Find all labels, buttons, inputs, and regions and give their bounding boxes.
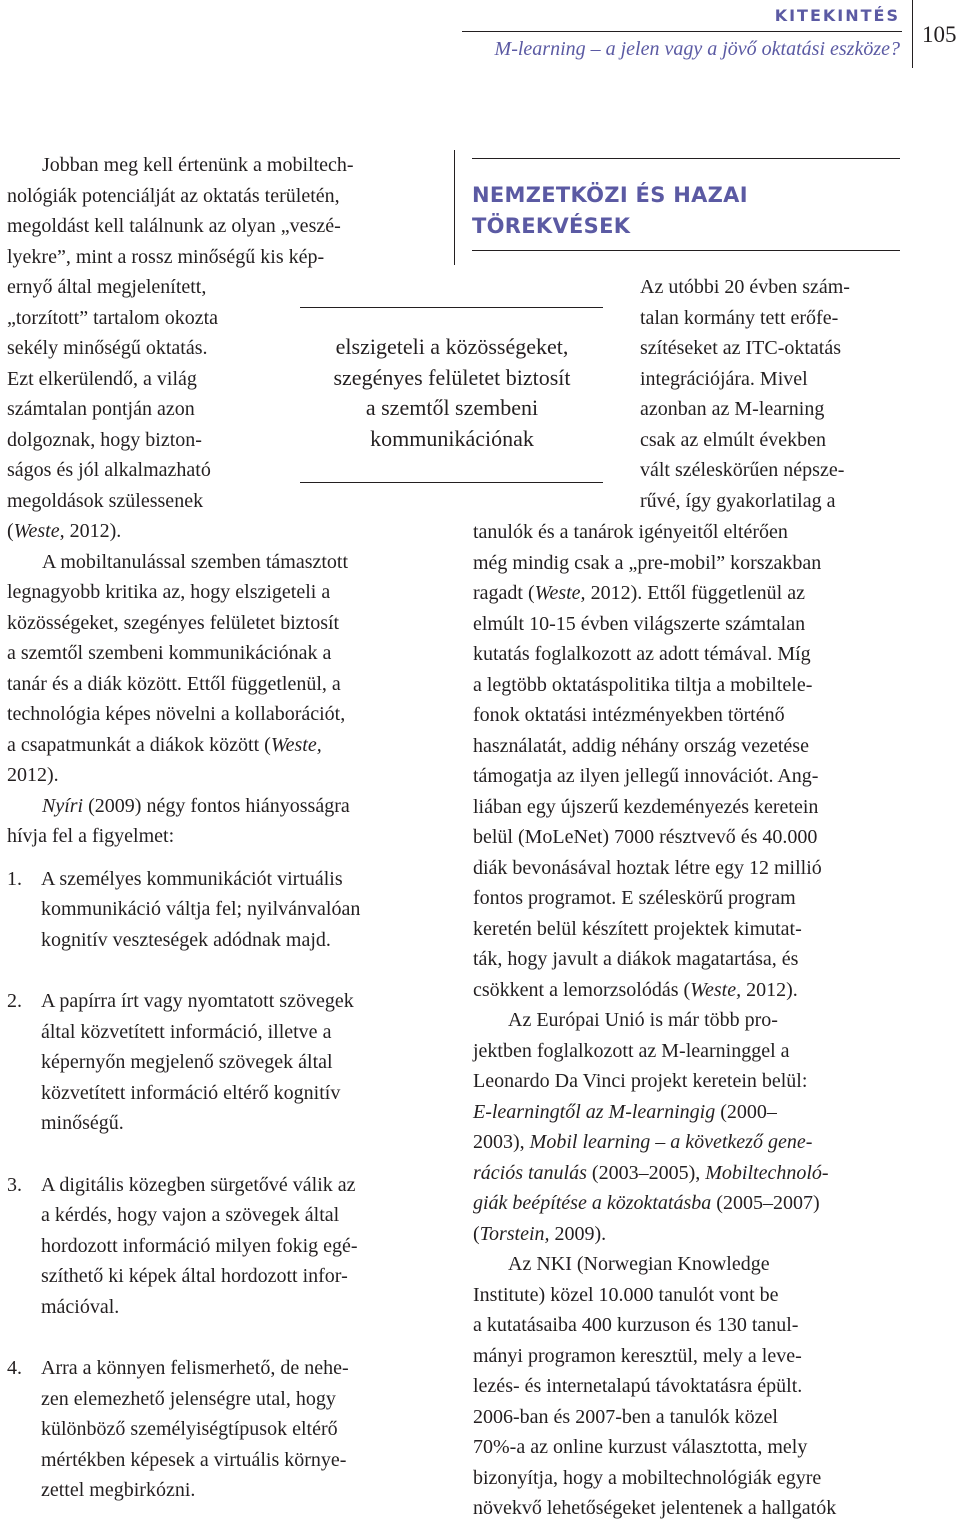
text-line: 2006-ban és 2007-ben a tanulók közel: [473, 1405, 778, 1428]
text-line: „torzított” tartalom okozta: [7, 306, 219, 329]
text-line: zen elemezhető jelenségre utal, hogy: [41, 1387, 336, 1410]
text-line: kommunikáció váltja fel; nyilvánvalóan: [41, 898, 361, 920]
list-number: 1.: [7, 867, 22, 890]
text-line: mértékben képesek a virtuális környe-: [41, 1448, 347, 1471]
text-fragment: 2009).: [549, 1222, 607, 1245]
text-line: kutatás foglalkozott az adott témával. Míg: [473, 643, 811, 665]
right-column-main: [473, 517, 913, 1524]
text-line: zettel megbirkózni.: [41, 1479, 196, 1501]
project-title: giák beépítése a közoktatásba: [473, 1192, 712, 1214]
text-line: közvetített információ eltérő kognitív: [41, 1081, 341, 1104]
pullquote-line: elszigeteli a közösségeket,: [335, 334, 569, 359]
text-line: elmúlt 10-15 évben világszerte számtalan: [473, 612, 806, 635]
page-number: 105: [922, 22, 957, 47]
text-line: képernyőn megjelenő szövegek által: [41, 1051, 333, 1073]
text-line: Az NKI (Norwegian Knowledge: [508, 1253, 770, 1275]
project-title: rációs tanulás: [473, 1161, 587, 1184]
text-line: fontos programot. E széleskörű program: [473, 887, 796, 909]
text-line: legnagyobb kritika az, hogy elszigeteli a: [7, 581, 331, 603]
text-fragment: 2012). Ettől függetlenül az: [585, 582, 805, 604]
text-line: mációval.: [41, 1295, 120, 1318]
text-line: [473, 578, 913, 609]
author-name: Nyíri: [42, 794, 84, 817]
text-line: Institute) közel 10.000 tanulót vont be: [473, 1283, 779, 1306]
citation-year: 2012).: [64, 520, 122, 542]
text-line: hívja fel a figyelmet:: [7, 825, 175, 847]
pullquote-rule-top: [300, 307, 603, 308]
text-line: A mobiltanulással szemben támasztott: [42, 550, 349, 573]
section-rule-bottom: [472, 250, 900, 251]
text-line: különböző személyiségtípusok eltérő: [41, 1418, 338, 1440]
citation-author: Weste,: [13, 520, 65, 542]
text-line: [473, 1097, 913, 1128]
text-line: [7, 730, 432, 761]
right-column-top: [640, 272, 900, 516]
section-heading-line: NEMZETKÖZI ÉS HAZAI: [472, 183, 748, 207]
list-item: [7, 1353, 432, 1506]
text-line: sekély minőségű oktatás.: [7, 337, 208, 359]
text-fragment: (2000–: [715, 1100, 777, 1123]
list-number: 4.: [7, 1357, 22, 1379]
text-line: fonok oktatási intézményekben történő: [473, 704, 785, 726]
text-line: [473, 1127, 913, 1158]
header-divider: [912, 0, 913, 68]
pullquote-line: kommunikációnak: [370, 425, 534, 451]
text-line: [7, 791, 432, 822]
project-title: Mobil learning – a következő gene-: [529, 1131, 813, 1153]
pullquote-rule-bottom: [300, 482, 603, 483]
text-line: mányi programon keresztül, mely a leve-: [473, 1344, 802, 1367]
citation: (Weste, 2012).: [7, 520, 122, 542]
text-line: Az Európai Unió is már több pro-: [508, 1009, 778, 1031]
text-line: a szemtől szembeni kommunikációnak a: [7, 642, 332, 664]
text-line: a kutatásaiba 400 kurzuson és 130 tanul-: [473, 1314, 799, 1336]
text-line: tanár és a diák között. Ettől függetlenül, a: [7, 672, 341, 695]
text-line: 70%-a az online kurzust választotta, mely: [473, 1436, 808, 1458]
text-line: keretén belül készített projektek kimutat-: [473, 917, 802, 940]
project-title: Mobiltechnoló-: [705, 1161, 829, 1184]
text-line: Az utóbbi 20 évben szám-: [640, 276, 850, 298]
list-item: [7, 1170, 432, 1323]
text-fragment: a csapatmunkát a diákok között (: [7, 733, 271, 756]
section-rule-top: [472, 158, 900, 159]
text-line: rűvé, így gyakorlatilag a: [640, 489, 836, 512]
text-line: szítéseket az ITC-oktatás: [640, 337, 842, 359]
text-line: által közvetített információ, illetve a: [41, 1020, 332, 1043]
text-fragment: 2012).: [741, 978, 798, 1001]
text-line: közösségeket, szegényes felületet biztosít: [7, 611, 340, 634]
text-fragment: (2003–2005),: [586, 1161, 706, 1184]
text-fragment: csökkent a lemorzsolódás (: [473, 978, 691, 1001]
text-line: belül (MoLeNet) 7000 résztvevő és 40.000: [473, 826, 818, 848]
text-line: támogatja az ilyen jellegű innovációt. Ang-: [473, 765, 819, 787]
text-line: hordozott információ milyen fokig egé-: [41, 1234, 358, 1257]
column-divider: [454, 150, 455, 265]
pullquote-line: szegényes felületet biztosít: [333, 364, 571, 390]
citation-year: 2012).: [7, 764, 59, 786]
pullquote: [300, 332, 604, 454]
text-line: növekvő lehetőségeket jelentenek a hallgatók: [473, 1497, 837, 1519]
citation-author: Weste,: [534, 582, 586, 604]
text-line: liában egy újszerű kezdeményezés keretein: [473, 795, 819, 818]
text-line: A papírra írt vagy nyomtatott szövegek: [41, 990, 354, 1012]
text-fragment: 2003),: [473, 1131, 530, 1153]
project-title: E-learningtől az M-learningig: [473, 1100, 716, 1123]
text-line: ságos és jól alkalmazható: [7, 459, 211, 481]
text-line: jektben foglalkozott az M-learninggel a: [473, 1039, 790, 1062]
pullquote-line: a szemtől szembeni: [365, 395, 539, 420]
text-fragment: (2009) négy fontos hiányosságra: [83, 794, 350, 817]
section-heading: [472, 180, 748, 242]
text-line: megoldást kell találnunk az olyan „veszé-: [7, 215, 341, 237]
text-line: minőségű.: [41, 1112, 124, 1134]
text-line: számtalan pontján azon: [7, 398, 195, 420]
text-line: nológiák potenciálját az oktatás területén,: [7, 184, 340, 207]
text-line: szíthető ki képek által hordozott infor-: [41, 1265, 348, 1287]
text-line: ernyő által megjelenített,: [7, 276, 207, 298]
text-line: technológia képes növelni a kollaborációt,: [7, 703, 346, 725]
citation-author: Weste,: [270, 733, 322, 756]
citation-author: Weste,: [690, 978, 742, 1001]
list-number: 3.: [7, 1173, 22, 1196]
text-line: dolgoznak, hogy bizton-: [7, 428, 202, 451]
list-number: 2.: [7, 990, 22, 1012]
text-line: vált széleskörűen népsze-: [640, 459, 845, 481]
text-line: lyekre”, mint a rossz minőségű kis kép-: [7, 245, 325, 268]
text-line: még mindig csak a „pre-mobil” korszakban: [473, 551, 822, 574]
text-line: csak az elmúlt években: [640, 428, 827, 451]
text-line: talan kormány tett erőfe-: [640, 306, 839, 329]
text-fragment: (: [473, 1222, 480, 1245]
list-item: [7, 864, 432, 956]
text-line: ták, hogy javult a diákok magatartása, és: [473, 948, 799, 970]
text-line: lezés- és internetalapú távoktatásra épült.: [473, 1375, 803, 1397]
text-line: Ezt elkerülendő, a világ: [7, 367, 197, 390]
text-line: a legtöbb oktatáspolitika tiltja a mobiltele-: [473, 673, 813, 696]
text-line: kognitív veszteségek adódnak majd.: [41, 928, 331, 951]
text-line: integrációjára. Mivel: [640, 367, 808, 390]
text-fragment: ragadt (: [473, 582, 535, 604]
list-item: [7, 986, 432, 1139]
section-kicker: KITEKINTÉS: [774, 6, 900, 25]
text-line: a kérdés, hogy vajon a szövegek által: [41, 1204, 340, 1226]
text-line: tanulók és a tanárok igényeitől eltérően: [473, 521, 788, 543]
text-line: A személyes kommunikációt virtuális: [41, 867, 343, 890]
text-line: bizonyítja, hogy a mobiltechnológiák egyre: [473, 1466, 822, 1489]
running-title: M-learning – a jelen vagy a jövő oktatási eszköze?: [494, 38, 900, 60]
text-line: Arra a könnyen felismerhető, de nehe-: [41, 1357, 349, 1379]
text-line: Jobban meg kell értenünk a mobiltech-: [42, 154, 354, 176]
citation-author: Torstein,: [479, 1222, 550, 1245]
text-line: diák bevonásával hoztak létre egy 12 millió: [473, 856, 822, 879]
section-heading-line: TÖREKVÉSEK: [472, 214, 631, 238]
text-line: használatát, addig néhány ország vezetése: [473, 734, 809, 757]
header-rule: [462, 31, 902, 32]
text-line: azonban az M-learning: [640, 398, 825, 420]
text-fragment: (2005–2007): [711, 1192, 820, 1214]
text-line: megoldások szülessenek: [7, 489, 204, 512]
text-line: [473, 1188, 913, 1219]
text-line: [473, 975, 913, 1006]
text-line: [473, 1158, 913, 1189]
text-line: A digitális közegben sürgetővé válik az: [41, 1173, 356, 1196]
text-line: Leonardo Da Vinci projekt keretein belül:: [473, 1070, 808, 1092]
citation: [473, 1219, 913, 1250]
